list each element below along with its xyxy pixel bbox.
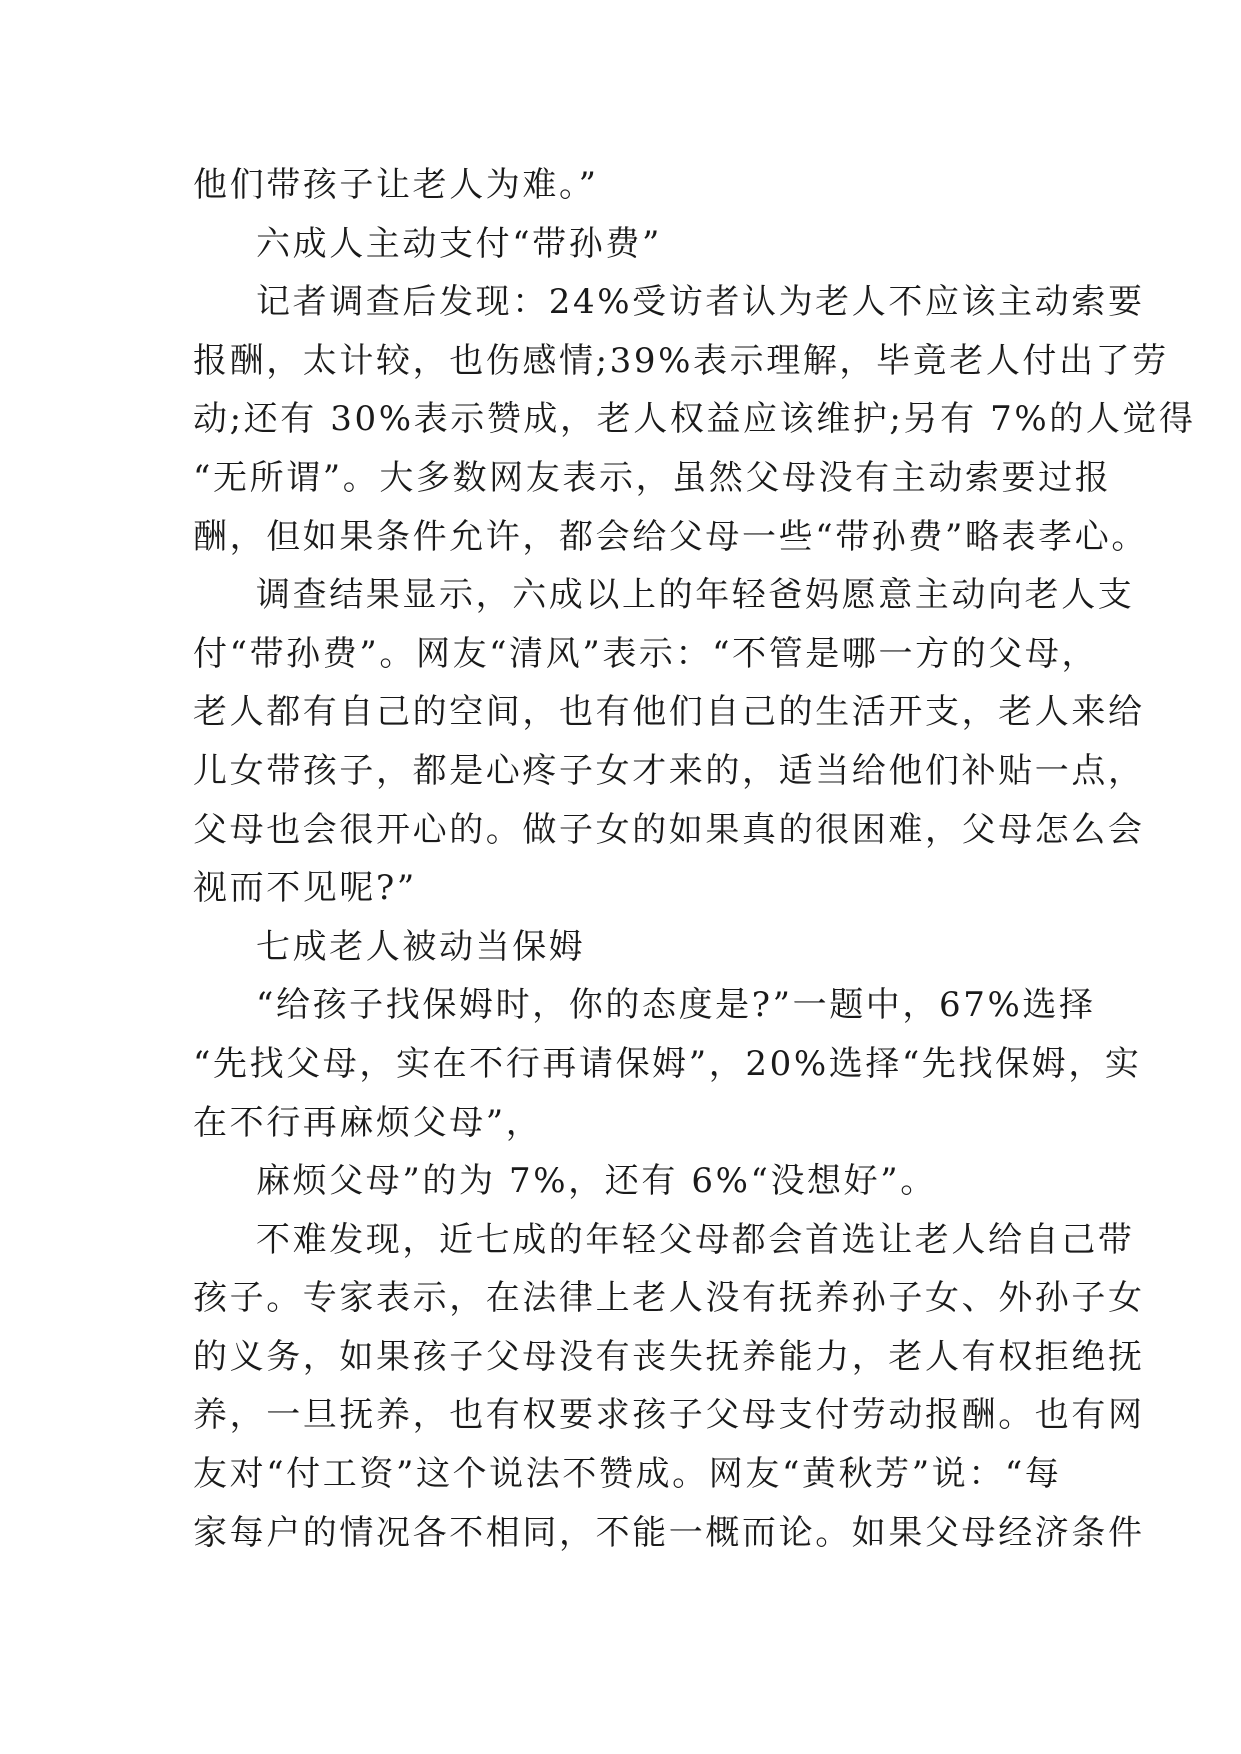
text-line: 调查结果显示，六成以上的年轻爸妈愿意主动向老人支	[256, 575, 1135, 616]
text-line: 养，一旦抚养，也有权要求孩子父母支付劳动报酬。也有网	[193, 1395, 1145, 1436]
section-heading: 六成人主动支付“带孙费”	[256, 223, 662, 264]
text-line: 家每户的情况各不相同，不能一概而论。如果父母经济条件	[193, 1512, 1145, 1553]
text-line: 孩子。专家表示，在法律上老人没有抚养孙子女、外孙子女	[193, 1278, 1145, 1319]
text-line: 记者调查后发现：24%受访者认为老人不应该主动索要	[256, 282, 1145, 323]
text-line: 在不行再麻烦父母”，	[193, 1102, 543, 1143]
text-line: 视而不见呢?”	[193, 868, 417, 909]
text-line: 酬，但如果条件允许，都会给父母一些“带孙费”略表孝心。	[193, 516, 1148, 557]
text-line: 父母也会很开心的。做子女的如果真的很困难，父母怎么会	[193, 809, 1145, 850]
text-line: “给孩子找保姆时，你的态度是?”一题中，67%选择	[256, 985, 1096, 1026]
text-line: 付“带孙费”。网友“清风”表示：“不管是哪一方的父母，	[193, 633, 1099, 674]
text-line: “先找父母，实在不行再请保姆”，20%选择“先找保姆，实	[193, 1043, 1142, 1084]
text-line: “无所谓”。大多数网友表示，虽然父母没有主动索要过报	[193, 457, 1112, 498]
text-line: 的义务，如果孩子父母没有丧失抚养能力，老人有权拒绝抚	[193, 1336, 1145, 1377]
text-line: 麻烦父母”的为 7%，还有 6%“没想好”。	[256, 1161, 937, 1202]
text-line: 友对“付工资”这个说法不赞成。网友“黄秋芳”说：“每	[193, 1454, 1062, 1495]
section-heading: 七成老人被动当保姆	[256, 926, 586, 967]
text-line: 动;还有 30%表示赞成，老人权益应该维护;另有 7%的人觉得	[193, 399, 1196, 440]
text-line: 报酬，太计较，也伤感情;39%表示理解，毕竟老人付出了劳	[193, 340, 1169, 381]
text-line: 不难发现，近七成的年轻父母都会首选让老人给自己带	[256, 1219, 1135, 1260]
text-line: 他们带孩子让老人为难。”	[193, 165, 599, 205]
text-line: 儿女带孩子，都是心疼子女才来的，适当给他们补贴一点，	[193, 750, 1145, 791]
document-body	[193, 156, 1196, 1562]
text-line: 老人都有自己的空间，也有他们自己的生活开支，老人来给	[193, 692, 1145, 733]
